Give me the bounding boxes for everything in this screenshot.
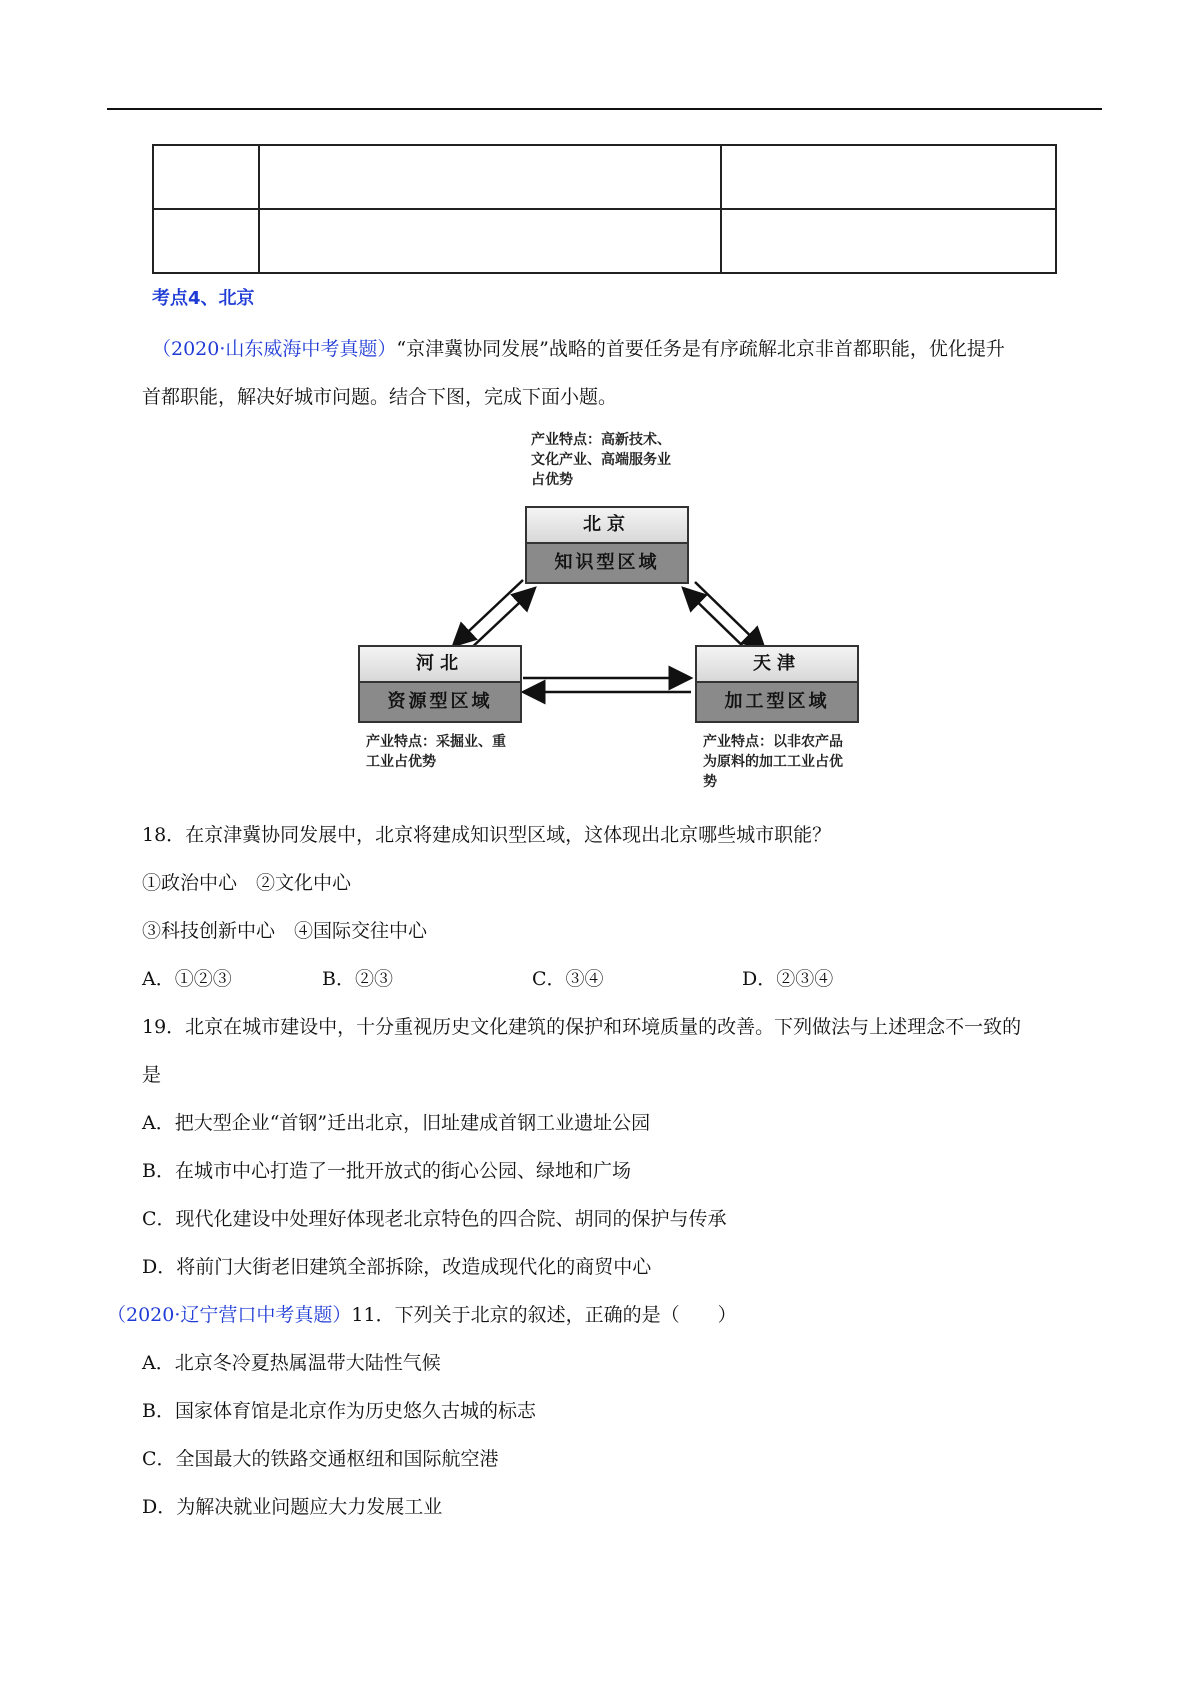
- tianjin-name: 天津: [697, 647, 857, 683]
- tianjin-kind: 加工型区域: [697, 683, 857, 721]
- beijing-box: [525, 506, 689, 584]
- q18-option-d: D．②③④: [742, 968, 834, 990]
- table-row: [153, 145, 1056, 209]
- intro-line-2: 首都职能，解决好城市问题。结合下图，完成下面小题。: [142, 386, 618, 408]
- q18-stem: 18．在京津冀协同发展中，北京将建成知识型区域，这体现出北京哪些城市职能？: [142, 824, 832, 846]
- q19-option-b: B．在城市中心打造了一批开放式的街心公园、绿地和广场: [142, 1160, 631, 1182]
- q18-items-row1: ①政治中心 ②文化中心: [142, 872, 352, 894]
- section-title: 考点4、北京: [152, 288, 255, 309]
- tianjin-box: [695, 645, 859, 723]
- intro-line-1: [152, 336, 1005, 362]
- hebei-box: [358, 645, 522, 723]
- q18-option-a: A．①②③: [142, 968, 232, 990]
- q19-option-c: C．现代化建设中处理好体现老北京特色的四合院、胡同的保护与传承: [142, 1208, 727, 1230]
- hebei-note: 产业特点：采掘业、重工业占优势: [366, 734, 506, 770]
- arrow-hebei-to-beijing: [467, 588, 535, 652]
- table-cell: [259, 209, 721, 273]
- beijing-kind: 知识型区域: [527, 544, 687, 582]
- q19-option-a: A．把大型企业“首钢”迁出北京，旧址建成首钢工业遗址公园: [142, 1112, 651, 1134]
- q18-option-c: C．③④: [532, 968, 604, 990]
- region-diagram: [355, 432, 865, 792]
- intro-source: （2020·山东威海中考真题）: [152, 338, 397, 360]
- q19-option-d: D．将前门大街老旧建筑全部拆除，改造成现代化的商贸中心: [142, 1256, 652, 1278]
- q19-stem-line2: 是: [142, 1064, 162, 1086]
- table-row: [153, 209, 1056, 273]
- header-rule: [107, 108, 1102, 110]
- hebei-kind: 资源型区域: [360, 683, 520, 721]
- beijing-note: 产业特点：高新技术、文化产业、高端服务业占优势: [531, 432, 671, 488]
- q11-option-c: C．全国最大的铁路交通枢纽和国际航空港: [142, 1448, 499, 1470]
- beijing-name: 北京: [527, 508, 687, 544]
- q11-source: （2020·辽宁营口中考真题）: [107, 1304, 352, 1326]
- table-cell: [259, 145, 721, 209]
- q11-stem-line: [107, 1302, 737, 1328]
- q18-items-row2: ③科技创新中心 ④国际交往中心: [142, 920, 428, 942]
- tianjin-note: 产业特点：以非农产品为原料的加工工业占优势: [703, 734, 843, 790]
- arrow-beijing-to-hebei: [453, 580, 523, 646]
- table-cell: [721, 145, 1056, 209]
- table-cell: [721, 209, 1056, 273]
- q11-option-a: A．北京冬冷夏热属温带大陆性气候: [142, 1352, 441, 1374]
- q19-stem-line1: 19．北京在城市建设中，十分重视历史文化建筑的保护和环境质量的改善。下列做法与上述理念不一致的: [142, 1016, 1022, 1038]
- q18-option-b: B．②③: [322, 968, 393, 990]
- arrow-beijing-to-tianjin: [695, 582, 765, 650]
- table-cell: [153, 209, 259, 273]
- q11-stem: 11．下列关于北京的叙述，正确的是（ ）: [351, 1304, 737, 1326]
- hebei-name: 河北: [360, 647, 520, 683]
- q11-option-d: D．为解决就业问题应大力发展工业: [142, 1496, 443, 1518]
- answer-table: [152, 144, 1057, 274]
- table-cell: [153, 145, 259, 209]
- intro-text-1: “京津冀协同发展”战略的首要任务是有序疏解北京非首都职能，优化提升: [396, 338, 1005, 360]
- q11-option-b: B．国家体育馆是北京作为历史悠久古城的标志: [142, 1400, 536, 1422]
